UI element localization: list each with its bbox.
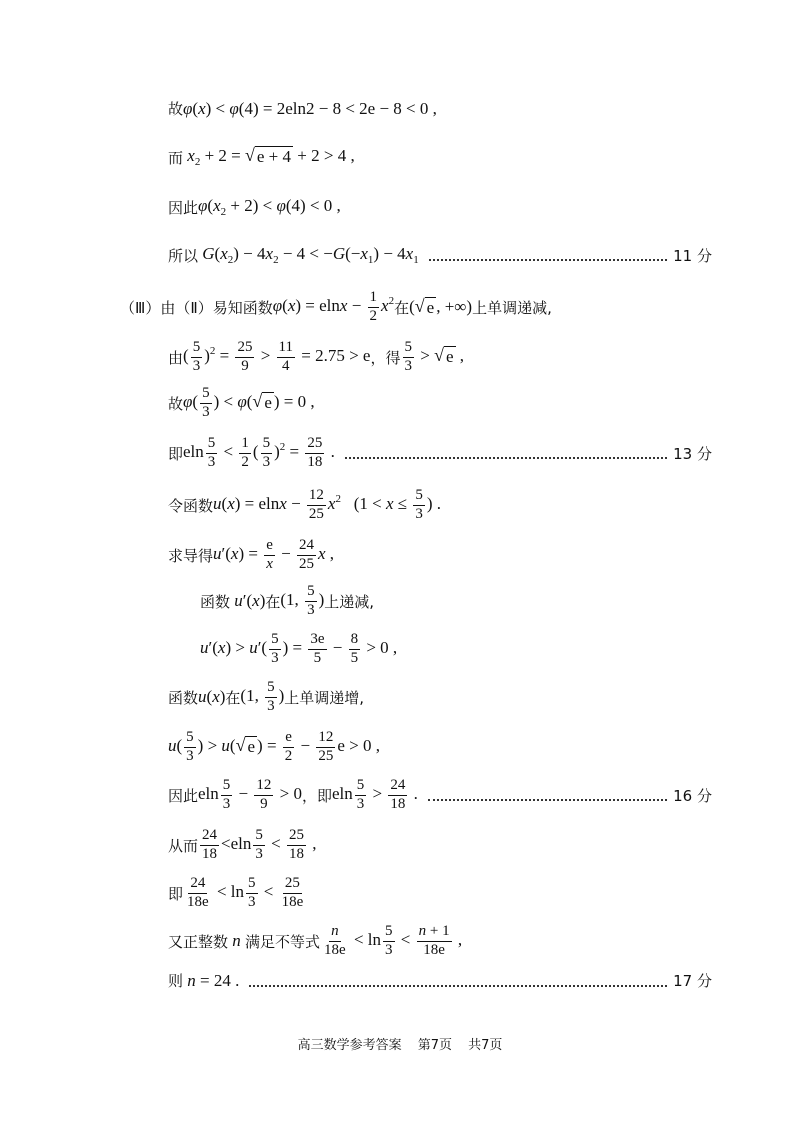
solution-line-19: 则 n = 24 . 17 分	[168, 970, 712, 990]
footer-total: 共7页	[468, 1038, 503, 1053]
solution-line-1: 故 φ(x) < φ(4) = 2eln2 − 8 < 2e − 8 < 0 ,	[168, 98, 437, 118]
solution-line-11: 函数 u′(x) 在 (1, $\frac{5}{3}$ ) 上递减,	[200, 583, 375, 618]
solution-line-8: 即 eln $\frac{5}{3}$ < $\frac{1}{2}$ ( $\frac{5}{3}$ )$^2$ = $\frac{25}{18}$ . 13 分	[168, 435, 712, 470]
solution-line-16: 从而 $\frac{24}{18}$ <eln $\frac{5}{3}$ < $\frac{25}{18}$ ,	[168, 827, 317, 862]
score-label: 11 分	[673, 246, 712, 265]
leader-dots	[249, 975, 667, 987]
solution-line-13: 函数 u(x) 在 (1, $\frac{5}{3}$ ) 上单调递增,	[168, 679, 365, 714]
footer-page: 第7页	[417, 1038, 452, 1053]
page-footer	[0, 1034, 800, 1053]
solution-line-12: u′(x) > u′( $\frac{5}{3}$ ) = $\frac{3e}{5}$ − $\frac{8}{5}$ > 0 ,	[200, 631, 398, 666]
leader-dots	[345, 447, 667, 459]
score-label: 13 分	[673, 444, 712, 463]
solution-line-3: 因此 $\varphi(x_2 + 2) < \varphi(4) < 0$ ,	[168, 196, 341, 218]
solution-line-2: 而 $x_2 + 2$ = √ e + 4 + 2 > 4 ,	[168, 145, 355, 168]
leader-dots	[428, 789, 667, 801]
score-label: 16 分	[673, 786, 712, 805]
solution-line-9: 令函数 u(x) = elnx − $\frac{12}{25}$ $x^2$ (1 < x ≤ $\frac{5}{3}$ ) .	[168, 487, 442, 522]
solution-line-10: 求导得 u′(x) = $\frac{e}{x}$ − $\frac{24}{25}$ x ,	[168, 537, 335, 572]
solution-line-5: （Ⅲ）由（Ⅱ）易知函数 φ(x) = elnx − $\frac{1}{2}$ $x^2$ 在 ( √ e , +∞) 上单调递减,	[120, 289, 552, 324]
footer-subject: 高三数学参考答案	[297, 1038, 402, 1053]
score-label: 17 分	[673, 972, 712, 990]
solution-line-18: 又正整数 n 满足不等式 $\frac{n}{18e}$ < ln $\frac{5}{3}$ < $\frac{n + 1}{18e}$ ,	[168, 923, 463, 958]
solution-line-7: 故 φ( $\frac{5}{3}$ ) < φ( √ e ) = 0 ,	[168, 385, 315, 420]
solution-line-4: 所以 $G(x_2) - 4x_2 - 4 < -G(-x_1) - 4x_1$ 11 分	[168, 244, 712, 266]
solution-line-15: 因此 eln $\frac{5}{3}$ − $\frac{12}{9}$ > 0 ，即 eln $\frac{5}{3}$ > $\frac{24}{18}$ . 16 分	[168, 777, 712, 812]
leader-dots	[429, 249, 667, 261]
solution-line-6: 由 ( $\frac{5}{3}$ )$^2$ = $\frac{25}{9}$ > $\frac{11}{4}$ = 2.75 > e ，得 $\frac{5}{3}$ > √ e ,	[168, 339, 465, 374]
solution-line-17: 即 $\frac{24}{18e}$ < ln $\frac{5}{3}$ < $\frac{25}{18e}$	[168, 875, 304, 910]
solution-line-14: u( $\frac{5}{3}$ ) > u( √ e ) = $\frac{e}{2}$ − $\frac{12}{25}$ e > 0 ,	[168, 729, 381, 764]
